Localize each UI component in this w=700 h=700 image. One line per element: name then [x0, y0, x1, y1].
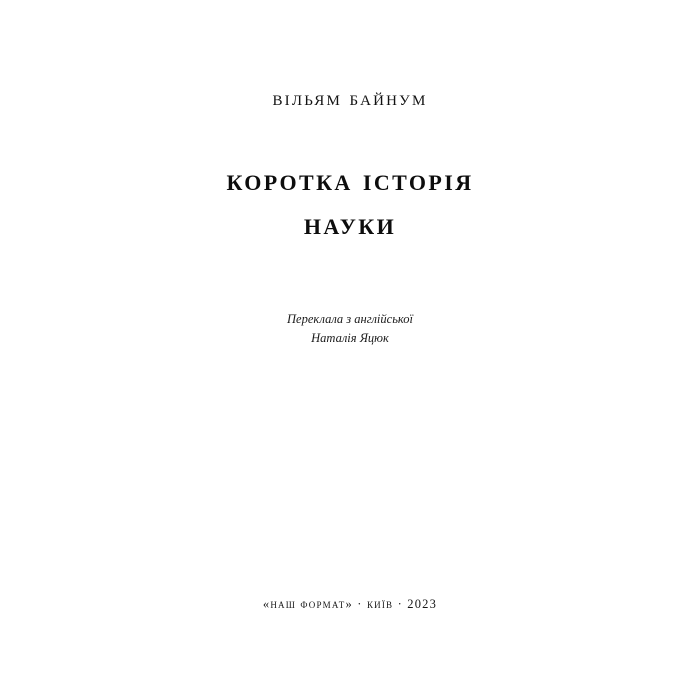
- book-title: [0, 158, 700, 246]
- publisher-imprint: «наш формат» · київ · 2023: [262, 597, 438, 611]
- book-title-line-1: коротка історія: [226, 162, 474, 197]
- translator-role: Переклала з англійської: [287, 312, 413, 326]
- translator-credit: [0, 310, 700, 348]
- translator-name: Наталія Яцюк: [311, 331, 389, 345]
- author-name: вільям байнум: [272, 86, 428, 110]
- book-title-line-2: науки: [303, 206, 397, 241]
